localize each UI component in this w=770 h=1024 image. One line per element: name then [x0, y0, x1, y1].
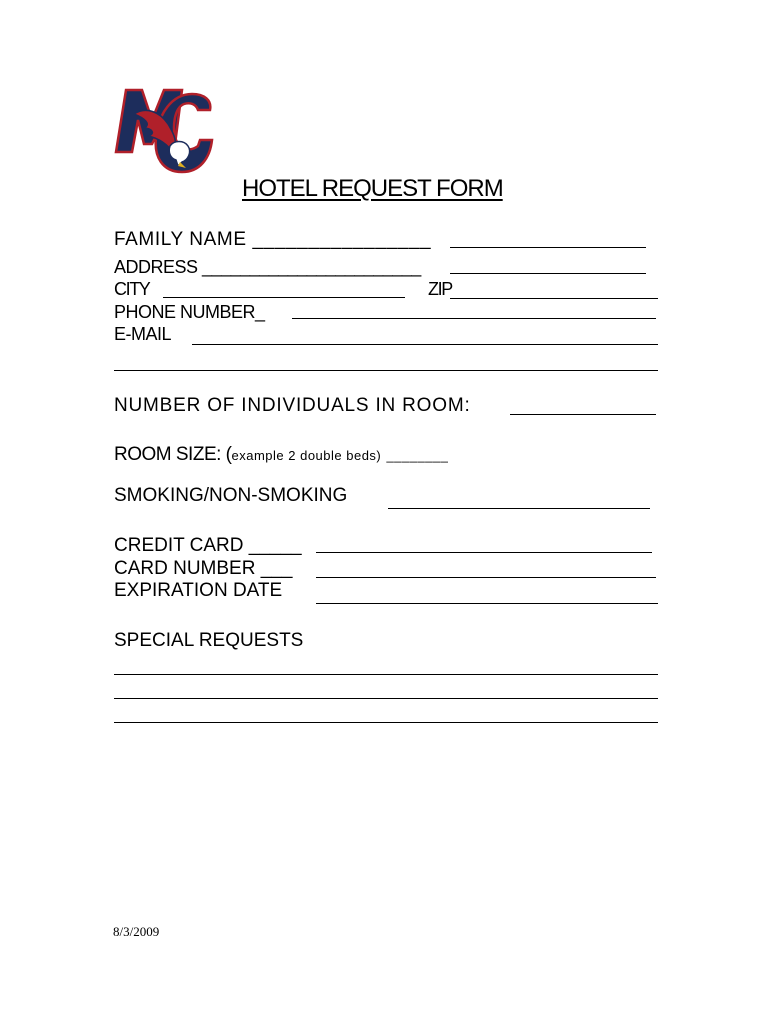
phone-label: PHONE NUMBER_ [114, 302, 265, 322]
family-name-label: FAMILY NAME ________________ [114, 229, 432, 250]
card-number-line[interactable] [316, 577, 656, 578]
expiration-line[interactable] [316, 603, 658, 604]
credit-card-dashes: _____ [248, 535, 302, 556]
mc-eagle-logo [112, 84, 216, 178]
family-name-dashes: ________________ [252, 229, 432, 250]
address-dashes: _______________________ [202, 257, 421, 277]
special-requests-line-1[interactable] [114, 674, 658, 675]
card-number-label: CARD NUMBER ___ [114, 558, 293, 579]
zip-label: ZIP [428, 279, 452, 299]
address-label: ADDRESS _______________________ [114, 257, 421, 277]
family-name-line[interactable] [450, 247, 646, 248]
form-title: HOTEL REQUEST FORM [242, 175, 503, 202]
special-requests-line-2[interactable] [114, 698, 658, 699]
phone-dash: _ [255, 302, 265, 322]
phone-line[interactable] [292, 318, 656, 319]
city-label: CITY [114, 279, 150, 299]
card-number-dashes: ___ [260, 558, 293, 579]
special-requests-label: SPECIAL REQUESTS [114, 630, 304, 651]
expiration-label: EXPIRATION DATE [114, 580, 283, 601]
room-size-label: ROOM SIZE: (example 2 double beds) ________ [114, 444, 449, 465]
email-label: E-MAIL [114, 324, 172, 344]
smoking-label: SMOKING/NON-SMOKING [114, 485, 348, 506]
address-line[interactable] [450, 273, 646, 274]
room-size-example: example 2 double beds) [231, 448, 382, 463]
city-line[interactable] [163, 297, 405, 298]
special-requests-line-3[interactable] [114, 722, 658, 723]
individuals-label: NUMBER OF INDIVIDUALS IN ROOM: [114, 395, 471, 416]
footer-date: 8/3/2009 [113, 924, 160, 939]
zip-line[interactable] [450, 298, 658, 299]
credit-card-label: CREDIT CARD _____ [114, 535, 302, 556]
credit-card-line[interactable] [316, 552, 652, 553]
room-size-dashes: ________ [386, 448, 449, 463]
email-line-2[interactable] [114, 370, 658, 371]
email-line[interactable] [192, 344, 658, 345]
smoking-line[interactable] [388, 508, 650, 509]
individuals-line[interactable] [510, 414, 656, 415]
